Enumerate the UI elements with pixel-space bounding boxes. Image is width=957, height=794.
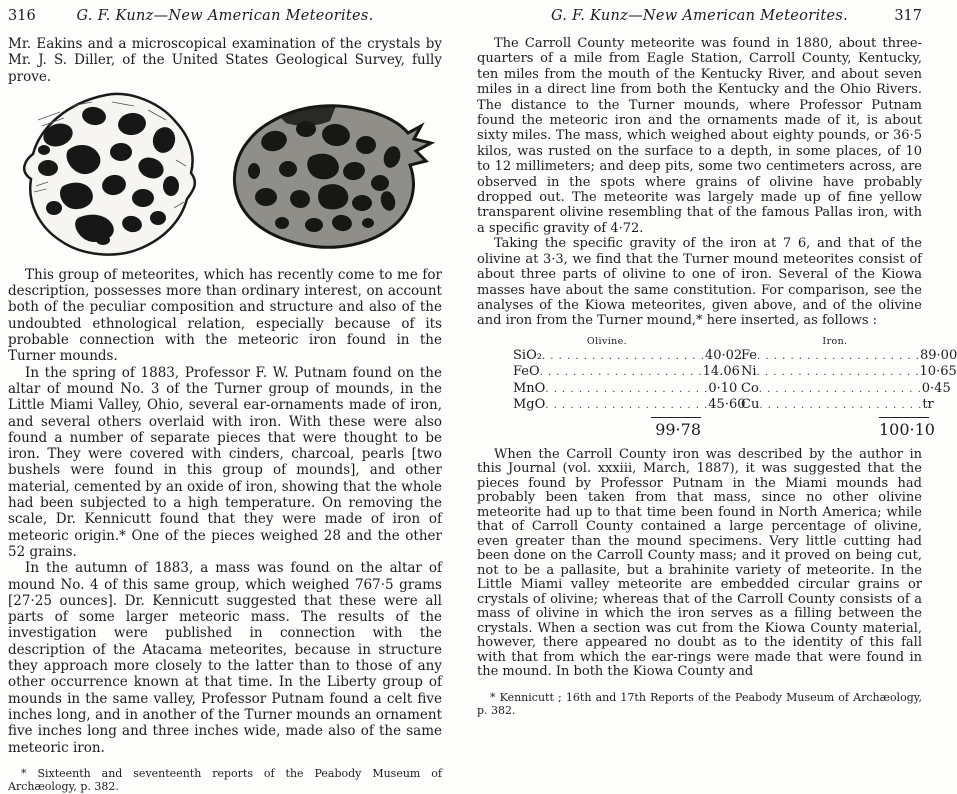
meteorite-etched-figure [8,90,204,260]
component-value: 40·02 [704,347,743,363]
iron-total: 100·10 [879,417,929,439]
iron-total-row [741,417,935,439]
page-316 [8,8,442,794]
table-row [513,364,740,381]
table-row [741,364,957,381]
left-page-number: 316 [8,8,36,24]
table-row [513,397,746,414]
component-label: Co [741,380,759,396]
analysis-table [477,335,957,439]
paragraph: Mr. Eakins and a microscopical examination of the crystals by Mr. J. S. Diller, of the United States Geological Survey, fully prove. [8,36,442,85]
left-page-header [8,8,442,24]
table-row [741,380,951,398]
olivine-total: 99·78 [651,417,701,439]
component-value: 45·60 [708,397,746,413]
component-value: 0·45 [921,380,951,396]
dot-leader [757,365,920,381]
paragraph: In the autumn of 1883, a mass was found on the altar of mound No. 4 of this same group, which weighed 767·5 grams [27·25 ounces]. Dr. Kennicutt suggested that these were all parts of some larger meteoric mass. The results of the investigation were published in connection with the description of the Atacama meteorites, because in structure they approach more closely to the latter than to those of any other occurrence known at that time. In the Liberty group of mounds in the same valley, Professor Putnam found a celt five inches long, and in another of the Turner mounds an ornament five inches long and three inches wide, made also of the same meteoric iron. [8,560,442,756]
component-label: MgO [513,397,546,413]
component-label: Ni [741,364,757,380]
component-value: 0·10 [708,380,738,396]
component-label: Fe [741,347,758,363]
olivine-analysis [513,335,746,439]
component-value: 10·65 [919,364,957,380]
component-label: SiO₂ [513,347,542,363]
paragraph: This group of meteorites, which has recently come to me for description, possesses more than ordinary interest, on account both of the peculiar composition and structure and also of the undoubted ethnological relation, especially because of its probable connection with the meteoric iron found in the Turner mounds. [8,266,442,365]
meteorite-figures [8,90,442,260]
olivine-total-row [513,417,701,439]
component-value: 89·00 [920,347,957,363]
dot-leader [540,365,703,381]
component-label: MnO [513,380,546,396]
iron-column-header: Iron. [822,335,848,347]
component-value: 14.06 [702,364,740,380]
table-row [513,347,743,365]
left-running-title: G. F. Kunz—New American Meteorites. [76,8,374,24]
page-317 [477,8,957,718]
paragraph: When the Carroll County iron was described by the author in this Journal (vol. xxxiii, March, 1887), it was suggested that the pieces found by Professor Putnam in the Miami mounds had probably been taken from that mass, since no other olivine meteorite had up to that time been found in North America; while that of Carroll County contained a large percentage of olivine, even greater than the mound specimens. Very little cutting had been done on the Carroll County mass; and it proved on being cut, not to be a pallasite, but a brahinite variety of meteorite. In the Little Miami valley meteorite are embedded circular grains or crystals of olivine; whereas that of the Carroll County consists of a mass of olivine in which the iron serves as a filling between the crystals. When a section was cut from the Kiowa County material, however, there appeared no doubt as to the identity of this fall with that from which the ear-rings were made that were found in the mound. In both the Kiowa County and [477,446,922,680]
component-label: Cu [741,397,760,413]
table-row [741,397,934,414]
table-row [741,347,957,365]
paragraph: The Carroll County meteorite was found in 1880, about three-quarters of a mile from Eagle Station, Carroll County, Kentucky, ten miles from the mouth of the Kentucky River, and about seven miles in a direct line from both the Kentucky and the Ohio Rivers. The distance to the Turner mounds, where Professor Putnam found the meteoric iron and the ornaments made of it, is about sixty miles. The mass, which weighed about eighty pounds, or 36·5 kilos, was rusted on the surface to a depth, in some places, of 10 to 12 millimeters; and deep pits, some two centimeters across, are observed in the spots where grains of olivine have probably dropped out. The meteorite was largely made up of fine yellow transparent olivine resembling that of the famous Pallas iron, with a specific gravity of 4·72. [477,36,922,236]
dot-leader [545,398,708,414]
dot-leader [759,382,922,398]
right-running-title: G. F. Kunz—New American Meteorites. [550,8,849,24]
dot-leader [545,382,708,398]
right-footnote: * Kennicutt ; 16th and 17th Reports of the Peabody Museum of Archæology, p. 382. [477,690,922,718]
paragraph: Taking the specific gravity of the iron at 7 6, and that of the olivine at 3·3, we find that the Turner mound meteorites consist of about three parts of olivine to one of iron. Several of the Kiowa masses have about the same constitution. For comparison, see the analyses of the Kiowa meteorites, given above, and of the olivine and iron from the Turner mound,* here inserted, as follows : [477,236,922,329]
paragraph: In the spring of 1883, Professor F. W. Putnam found on the altar of mound No. 3 of the Turner group of mounds, in the Little Miami Valley, Ohio, several ear-ornaments made of iron, and several others overlaid with iron. With these were also found a number of separate pieces that were thought to be iron. They were covered with cinders, charcoal, pearls [two bushels were found in this group of mounds], and other material, cemented by an oxide of iron, showing that the whole had been subjected to a high temperature. On removing the scale, Dr. Kennicutt found that they were made of iron of meteoric origin.* One of the pieces weighed 28 and the other 52 grains. [8,364,442,560]
olivine-column-header: Olivine. [586,335,628,347]
right-page-number: 317 [894,8,922,24]
component-label: FeO [513,364,540,380]
dot-leader [757,349,920,365]
component-value: tr [922,397,934,413]
iron-analysis [741,335,957,439]
dot-leader [542,349,705,365]
table-row [513,380,738,398]
left-footnote: * Sixteenth and seventeenth reports of the Peabody Museum of Archæology, p. 382. [8,766,442,794]
right-page-header [477,8,922,24]
dot-leader [759,398,922,414]
meteorite-olivine-figure [218,99,442,251]
